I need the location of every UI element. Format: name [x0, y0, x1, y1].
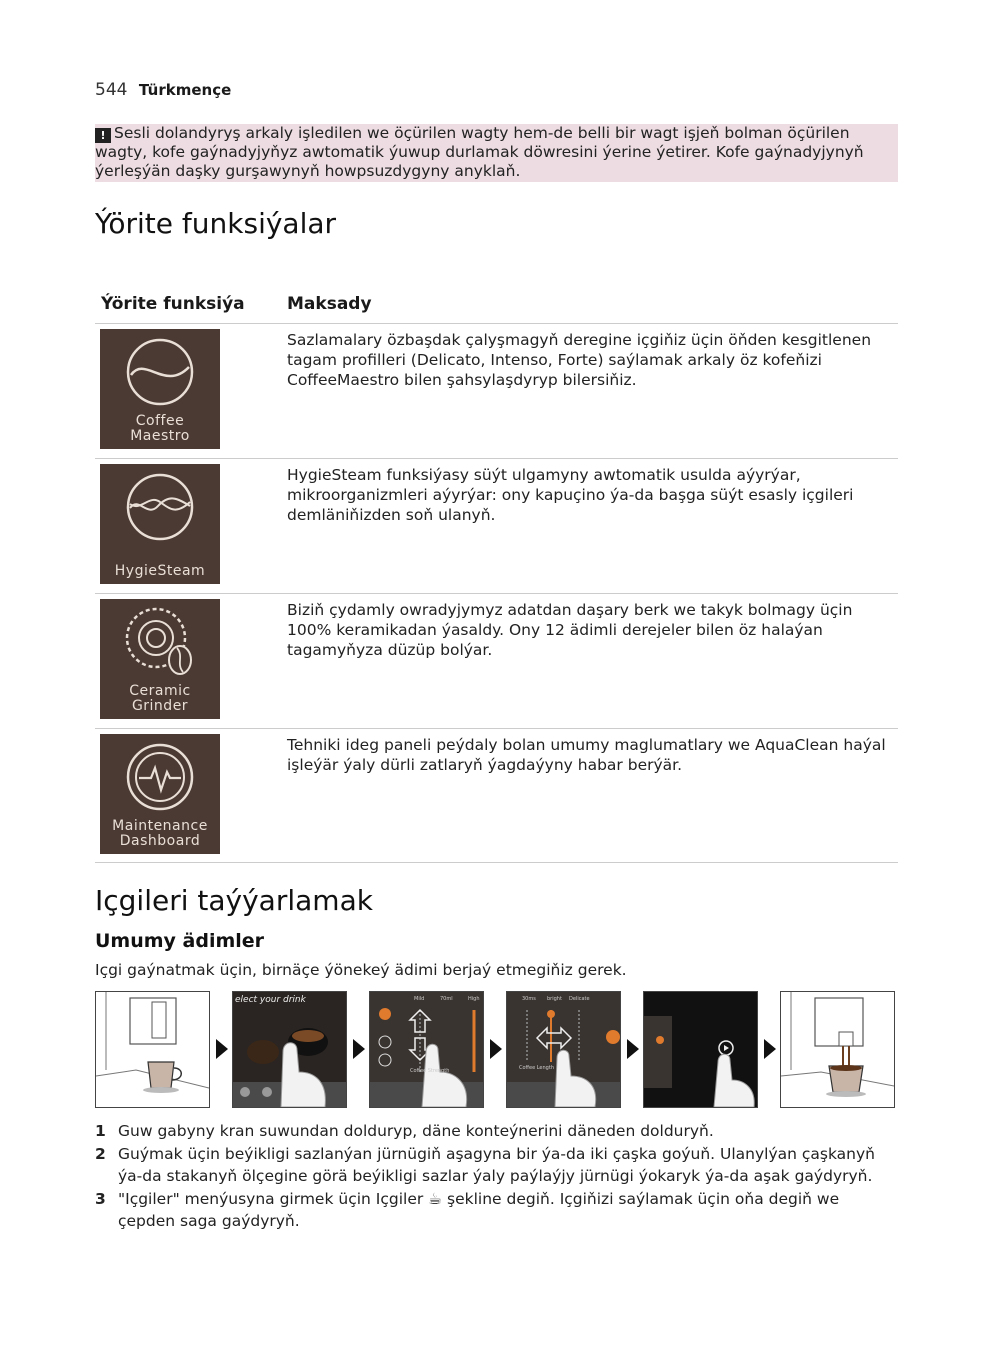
step-number: 1: [95, 1122, 106, 1140]
language-label: Türkmençe: [138, 81, 232, 99]
screen-text: Coffee Strength: [410, 1068, 450, 1074]
illustration-pouring: [780, 991, 895, 1108]
list-item: [95, 1120, 898, 1142]
steps-illustration: [95, 991, 898, 1108]
page-header: [95, 80, 231, 100]
warning-box: [95, 124, 898, 182]
screen-text: bright: [547, 996, 562, 1002]
arrow-right-icon: [764, 1039, 776, 1059]
tile-label: Grinder: [131, 698, 189, 714]
illustration-strength-screen: [369, 991, 484, 1108]
column-header-purpose: Maksady: [287, 294, 372, 314]
screen-text: 70ml: [440, 996, 453, 1002]
hygiesteam-tile: [100, 464, 220, 584]
ceramic-grinder-icon: [122, 604, 198, 680]
illustration-select-drink-screen: [232, 991, 347, 1108]
ceramic-grinder-tile: [100, 599, 220, 719]
step-text: şekline degiň. Içgiňizi saýlamak üçin oňa degiň we çepden saga gaýdyryň.: [118, 1190, 840, 1230]
section-title-preparing-drinks: Içgileri taýýarlamak: [95, 884, 373, 917]
drinks-icon: ☕: [428, 1190, 443, 1208]
table-row: [95, 594, 898, 729]
page-number: 544: [95, 80, 128, 100]
arrow-right-icon: [216, 1039, 228, 1059]
warning-text: Sesli dolandyryş arkaly işledilen we öçürilen wagty hem-de belli bir wagt işjeň bolman öçürilen wagty, kofe gaýnadyjyňyz awtomatik ýuwup durlamak döwresini ýerine ýetirer. Kofe gaýnadyjynyň ýerleşýän daşky gurşawynyň howpsuzdygyny anyklaň.: [95, 124, 864, 180]
maintenance-dashboard-tile: [100, 734, 220, 854]
row-description: Sazlamalary özbaşdak çalyşmagyň deregine içgiňiz üçin öňden kesgitlenen tagam profilleri (Delicato, Intenso, Forte) saýlamak arkaly öz kofeňizi CoffeeMaestro bilen şahsylaşdyryp bilersiňiz.: [287, 331, 872, 389]
coffee-maestro-icon: [125, 337, 195, 407]
row-description: Biziň çydamly owradyjymyz adatdan daşary berk we takyk bolmagy üçin 100% keramikadan ýasaldy. Ony 12 ädimli derejeler bilen öz halaýan tagamyňyza düzüp bolýar.: [287, 601, 853, 659]
screen-text: elect your drink: [235, 995, 306, 1005]
column-header-function: Ýörite funksiýa: [101, 294, 245, 314]
table-header: [95, 288, 898, 324]
arrow-right-icon: [353, 1039, 365, 1059]
hygiesteam-icon: [125, 472, 195, 542]
row-description: Tehniki ideg paneli peýdaly bolan umumy maglumatlary we AquaClean haýal işleýär ýaly dürli zatlaryň ýagdaýyny habar berýär.: [287, 736, 886, 774]
tile-label: Dashboard: [119, 833, 201, 849]
screen-text: 30ms: [522, 996, 536, 1002]
row-description: HygieSteam funksiýasy süýt ulgamyny awtomatik usulda aýyrýar, mikroorganizmleri aýyrýar: ony kapuçino ýa-da başga süýt esasly içgileri demläniňizden soň ulanyň.: [287, 466, 854, 524]
tile-label: Maestro: [130, 428, 190, 444]
section-title-special-functions: Ýörite funksiýalar: [95, 207, 337, 240]
step-number: 3: [95, 1190, 106, 1208]
screen-text: High: [468, 996, 480, 1002]
list-item: [95, 1188, 898, 1232]
step-number: 2: [95, 1145, 106, 1163]
arrow-right-icon: [627, 1039, 639, 1059]
illustration-length-screen: [506, 991, 621, 1108]
step-text: Guw gabyny kran suwundan dolduryp, däne konteýnerini däneden dolduryň.: [118, 1122, 714, 1140]
arrow-right-icon: [490, 1039, 502, 1059]
illustration-start-screen: [643, 991, 758, 1108]
step-text: "Içgiler" menýusyna girmek üçin Içgiler: [118, 1190, 429, 1208]
step-text: Guýmak üçin beýikligi sazlanýan jürnügiň aşagyna bir ýa-da iki çaşka goýuň. Ulanylýan çaşkanyň ýa-da stakanyň ölçegine görä beýikligi sazlar ýaly paýlaýjy jürnügi ýokaryk ýa-da aşak gaýdyryň.: [118, 1145, 875, 1185]
coffee-maestro-tile: [100, 329, 220, 449]
list-item: [95, 1143, 898, 1187]
screen-text: Delicate: [569, 996, 590, 1002]
illustration-machine-cup: [95, 991, 210, 1108]
maintenance-dashboard-icon: [125, 742, 195, 812]
tile-label: Coffee: [135, 413, 185, 429]
warning-icon: !: [95, 128, 111, 143]
table-row: [95, 324, 898, 459]
screen-text: Mild: [414, 996, 425, 1002]
subsection-title: Umumy ädimler: [95, 930, 265, 952]
screen-text: Coffee Length: [519, 1065, 554, 1071]
intro-text: Içgi gaýnatmak üçin, birnäçe ýönekeý ädimi berjaý etmegiňiz gerek.: [95, 961, 627, 979]
table-row: [95, 729, 898, 863]
tile-label: Ceramic: [129, 683, 191, 699]
tile-label: HygieSteam: [114, 563, 206, 579]
functions-table: [95, 288, 898, 863]
table-row: [95, 459, 898, 594]
steps-list: [95, 1120, 898, 1233]
tile-label: Maintenance: [112, 818, 208, 834]
